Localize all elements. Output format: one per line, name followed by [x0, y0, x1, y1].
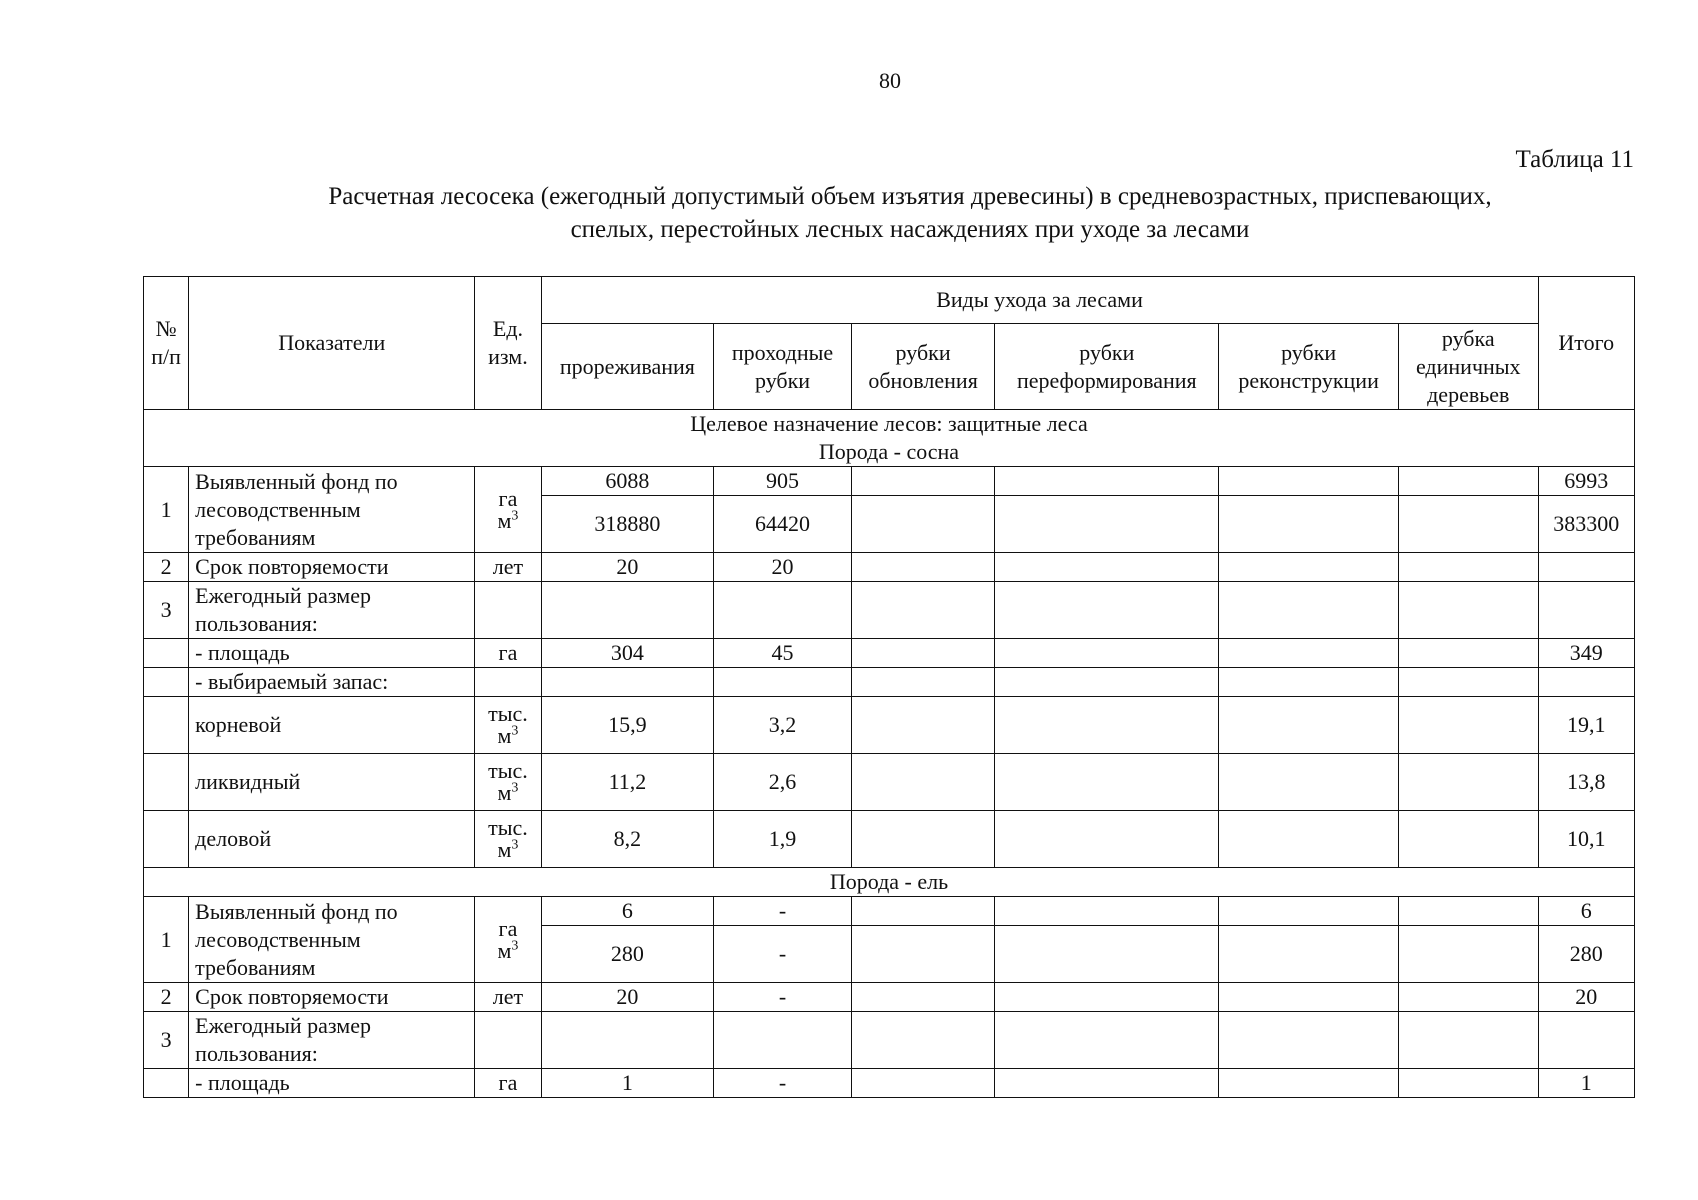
- section-row-spruce: [144, 868, 1635, 897]
- header-col-passing: проходные рубки: [714, 324, 852, 410]
- header-indicators: Показатели: [189, 277, 475, 410]
- header-unit: Ед. изм.: [475, 277, 541, 410]
- table-row: 2 Срок повторяемости лет 20 - 20: [144, 983, 1635, 1012]
- header-col-renewal: рубки обновления: [851, 324, 995, 410]
- table-row: деловой тыс. $м^3$ 8,2 1,9 10,1: [144, 811, 1635, 868]
- forest-cut-table: [143, 276, 1635, 1098]
- section-title: [144, 410, 1635, 467]
- header-col-thinning: прореживания: [541, 324, 714, 410]
- table-row: 1 Выявленный фонд по лесоводственным требованиям га $м^3$ 6088 905 6993: [144, 467, 1635, 496]
- header-col-single-trees: рубка единичных деревьев: [1398, 324, 1538, 410]
- purpose-title: Целевое назначение лесов: защитные леса: [690, 411, 1088, 436]
- table-row: 1 Выявленный фонд по лесоводственным требованиям га $м^3$ 6 - 6: [144, 897, 1635, 926]
- page-number: 80: [879, 68, 901, 93]
- table-row: 2 Срок повторяемости лет 20 20: [144, 553, 1635, 582]
- caption-line-2: спелых, перестойных лесных насаждениях при уходе за лесами: [570, 216, 1250, 243]
- table-row: - выбираемый запас:: [144, 668, 1635, 697]
- table-row: 318880 64420 383300: [144, 496, 1635, 553]
- section-row-pine: [144, 410, 1635, 467]
- header-col-reformation: рубки переформирования: [995, 324, 1219, 410]
- header-col-reconstruction: рубки реконструкции: [1219, 324, 1399, 410]
- table-row: ликвидный тыс. $м^3$ 11,2 2,6 13,8: [144, 754, 1635, 811]
- table-row: 3 Ежегодный размер пользования:: [144, 1012, 1635, 1069]
- table-row: корневой тыс. $м^3$ 15,9 3,2 19,1: [144, 697, 1635, 754]
- header-row-1: [144, 277, 1635, 324]
- table-row: 280 - 280: [144, 926, 1635, 983]
- caption-line-1: Расчетная лесосека (ежегодный допустимый объем изъятия древесины) в средневозрастных, приспевающих,: [328, 183, 1492, 210]
- header-care-types: Виды ухода за лесами: [541, 277, 1538, 324]
- species-title-spruce: Порода - ель: [144, 868, 1635, 897]
- species-title-pine: Порода - сосна: [818, 439, 960, 464]
- table-row: - площадь га 1 - 1: [144, 1069, 1635, 1098]
- header-total: Итого: [1538, 277, 1634, 410]
- table-row: - площадь га 304 45 349: [144, 639, 1635, 668]
- table-row: 3 Ежегодный размер пользования:: [144, 582, 1635, 639]
- header-num: № п/п: [144, 277, 189, 410]
- table-label: Таблица 11: [1515, 146, 1634, 173]
- table-caption: [210, 180, 1610, 246]
